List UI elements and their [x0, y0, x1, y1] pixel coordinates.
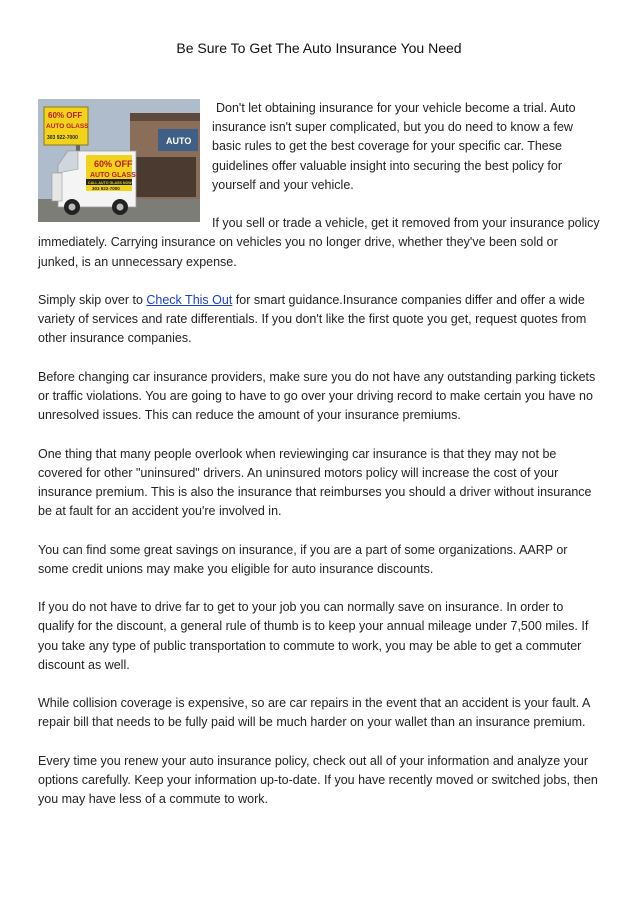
paragraph-3: [38, 291, 600, 349]
auto-glass-van-photo: [38, 99, 200, 222]
van-phone: 303 922-7000: [92, 186, 120, 191]
paragraph-3-lead: Simply skip over to: [38, 293, 147, 307]
paragraph-2: If you sell or trade a vehicle, get it removed from your insurance policy immediately. Carrying insurance on vehicles you no longer drive, whether they've been sold or junked, is an unnecessary expense.: [38, 216, 600, 269]
van-text-2: AUTO GLASS: [90, 172, 136, 179]
sign-text-2: AUTO GLASS: [46, 123, 89, 130]
paragraph-1: Don't let obtaining insurance for your vehicle become a trial. Auto insurance isn't super complicated, but you do need to know a few basic rules to get the best coverage for your specific car. These guidelines offer valuable insight into securing the best policy for yourself and your vehicle.: [212, 101, 576, 192]
van-text-1: 60% OFF: [94, 159, 133, 169]
paragraph-8: While collision coverage is expensive, so are car repairs in the event that an accident is your fault. A repair bill that needs to be fully paid will be much harder on your wallet than an insurance premium.: [38, 696, 590, 730]
paragraph-3-rest: for smart guidance.Insurance companies differ and offer a wide variety of services and rate differentials. If you don't like the first quote you get, request quotes from other insurance companies.: [38, 293, 587, 346]
paragraph-9: Every time you renew your auto insurance policy, check out all of your information and analyze your options carefully. Keep your information up-to-date. If you have recently moved or switched jobs, then you may have less of a commute to work.: [38, 753, 598, 807]
paragraph-4: Before changing car insurance providers, make sure you do not have any outstanding parking tickets or traffic violations. You are going to have to go over your driving record to make certain you have no unresolved issues. This can reduce the amount of your insurance premiums.: [38, 369, 596, 423]
paragraph-7: If you do not have to drive far to get to your job you can normally save on insurance. In order to qualify for the discount, a general rule of thumb is to keep your annual mileage under 7,500 miles. If you take any type of public transportation to commute to work, you may be able to get a commuter discount as well.: [38, 600, 589, 672]
sign-phone: 303 922-7000: [47, 135, 78, 141]
paragraph-5: One thing that many people overlook when reviewinging car insurance is that they may not be covered for other "uninsured" drivers. An uninsured motors policy will increase the cost of your insurance premium. This is also the insurance that reimburses you should a driver without insurance be at fault for an accident you're involved in.: [38, 446, 592, 519]
paragraph-6: You can find some great savings on insurance, if you are a part of some organizations. AARP or some credit unions may make you eligible for auto insurance discounts.: [38, 542, 568, 576]
check-this-out-link[interactable]: Check This Out: [146, 293, 233, 307]
sign-text-1: 60% OFF: [48, 111, 83, 120]
building-sign-text: AUTO: [166, 136, 192, 146]
document-title: Be Sure To Get The Auto Insurance You Need: [176, 40, 462, 56]
van-banner: CALL AUTO GLASS NOW: [88, 181, 132, 185]
document-body: [38, 99, 600, 829]
